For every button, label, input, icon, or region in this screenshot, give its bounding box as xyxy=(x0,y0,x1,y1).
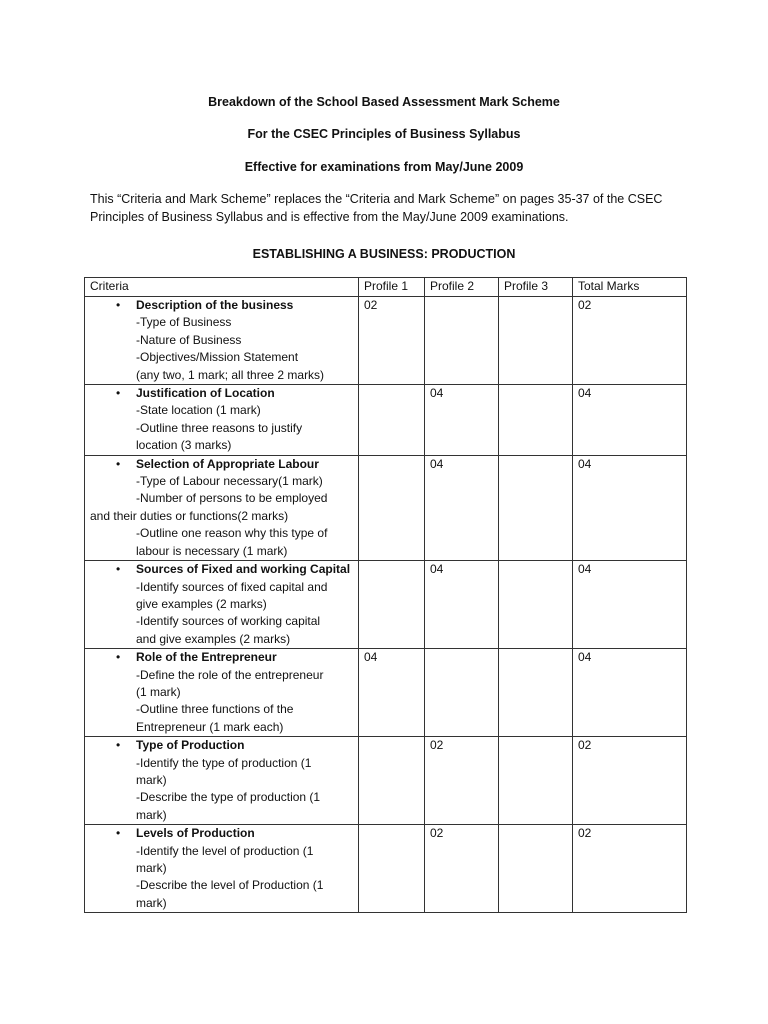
criteria-title: Selection of Appropriate Labour xyxy=(136,456,319,471)
header-criteria: Criteria xyxy=(85,278,359,297)
header-profile-3: Profile 3 xyxy=(499,278,573,297)
total-marks-cell: 02 xyxy=(573,297,687,385)
table-row xyxy=(85,297,687,385)
profile-1-cell xyxy=(359,825,425,913)
criteria-line: -Number of persons to be employed xyxy=(136,491,328,506)
criteria-cell xyxy=(85,561,359,649)
criteria-title: Levels of Production xyxy=(136,826,255,841)
table-row xyxy=(85,385,687,456)
profile-1-cell: 04 xyxy=(359,649,425,737)
total-marks-cell: 02 xyxy=(573,737,687,825)
criteria-line: mark) xyxy=(136,807,167,822)
criteria-line: -Type of Labour necessary(1 mark) xyxy=(136,474,323,489)
total-marks-cell: 04 xyxy=(573,385,687,456)
criteria-cell xyxy=(85,385,359,456)
profile-2-cell xyxy=(425,649,499,737)
profile-2-cell: 04 xyxy=(425,385,499,456)
criteria-line: (1 mark) xyxy=(136,684,181,699)
criteria-cell xyxy=(85,825,359,913)
profile-3-cell xyxy=(499,561,573,649)
criteria-line: Entrepreneur (1 mark each) xyxy=(136,719,284,734)
criteria-title: Role of the Entrepreneur xyxy=(136,650,277,665)
header-profile-2: Profile 2 xyxy=(425,278,499,297)
total-marks-cell: 04 xyxy=(573,455,687,560)
profile-3-cell xyxy=(499,737,573,825)
criteria-line: -Nature of Business xyxy=(136,332,242,347)
bullet-icon: • xyxy=(116,826,121,841)
table-row xyxy=(85,649,687,737)
criteria-line: -Outline three reasons to justify xyxy=(136,420,303,435)
bullet-icon: • xyxy=(116,456,121,471)
table-header-row xyxy=(85,278,687,297)
document-effective-date: Effective for examinations from May/June 2009 xyxy=(244,160,524,174)
profile-3-cell xyxy=(499,297,573,385)
table-row xyxy=(85,561,687,649)
table-row xyxy=(85,455,687,560)
criteria-line: mark) xyxy=(136,895,167,910)
criteria-line: -Identify sources of fixed capital and xyxy=(136,579,328,594)
document-title: Breakdown of the School Based Assessment Mark Scheme xyxy=(208,95,560,109)
criteria-title: Sources of Fixed and working Capital xyxy=(136,562,351,577)
total-marks-cell: 02 xyxy=(573,825,687,913)
criteria-line: -Objectives/Mission Statement xyxy=(136,350,299,365)
criteria-line: (any two, 1 mark; all three 2 marks) xyxy=(136,367,325,382)
criteria-cell xyxy=(85,737,359,825)
profile-2-cell: 04 xyxy=(425,455,499,560)
criteria-line: -Outline three functions of the xyxy=(136,702,294,717)
criteria-line: -Identify sources of working capital xyxy=(136,614,321,629)
criteria-title: Description of the business xyxy=(136,298,294,312)
criteria-cell xyxy=(85,455,359,560)
profile-3-cell xyxy=(499,455,573,560)
total-marks-cell: 04 xyxy=(573,561,687,649)
profile-2-cell: 04 xyxy=(425,561,499,649)
bullet-icon: • xyxy=(116,562,121,577)
criteria-line: mark) xyxy=(136,772,167,787)
criteria-line: and give examples (2 marks) xyxy=(136,631,291,646)
profile-2-cell xyxy=(425,297,499,385)
document-subtitle: For the CSEC Principles of Business Syllabus xyxy=(247,127,521,141)
criteria-line: -Define the role of the entrepreneur xyxy=(136,667,324,682)
criteria-title: Type of Production xyxy=(136,738,245,753)
profile-3-cell xyxy=(499,825,573,913)
criteria-cell xyxy=(85,297,359,385)
bullet-icon: • xyxy=(116,650,121,665)
profile-1-cell xyxy=(359,455,425,560)
profile-1-cell xyxy=(359,385,425,456)
table-row xyxy=(85,825,687,913)
criteria-cell xyxy=(85,649,359,737)
section-heading: ESTABLISHING A BUSINESS: PRODUCTION xyxy=(252,247,516,261)
profile-3-cell xyxy=(499,385,573,456)
bullet-icon: • xyxy=(116,738,121,753)
profile-1-cell xyxy=(359,737,425,825)
criteria-line: -Type of Business xyxy=(136,315,232,330)
mark-scheme-table xyxy=(84,277,687,913)
total-marks-cell: 04 xyxy=(573,649,687,737)
criteria-line: give examples (2 marks) xyxy=(136,596,267,611)
criteria-line: and their duties or functions(2 marks) xyxy=(90,508,289,523)
criteria-line: -Identify the type of production (1 xyxy=(136,755,312,770)
table-row xyxy=(85,737,687,825)
criteria-line: labour is necessary (1 mark) xyxy=(136,543,288,558)
bullet-icon: • xyxy=(116,386,121,401)
bullet-icon: • xyxy=(116,298,121,312)
criteria-line: mark) xyxy=(136,861,167,875)
criteria-line: -State location (1 mark) xyxy=(136,403,261,418)
criteria-line: -Identify the level of production (1 xyxy=(136,843,314,858)
profile-1-cell xyxy=(359,561,425,649)
profile-2-cell: 02 xyxy=(425,825,499,913)
profile-2-cell: 02 xyxy=(425,737,499,825)
header-total-marks: Total Marks xyxy=(573,278,687,297)
criteria-title: Justification of Location xyxy=(136,386,275,401)
intro-paragraph: This “Criteria and Mark Scheme” replaces the “Criteria and Mark Scheme” on pages 35-37 of the CSEC Principles of Business Syllabus and is effective from the May/June 2009 examinations. xyxy=(90,192,663,224)
profile-1-cell: 02 xyxy=(359,297,425,385)
profile-3-cell xyxy=(499,649,573,737)
criteria-line: location (3 marks) xyxy=(136,438,232,453)
criteria-line: -Describe the type of production (1 xyxy=(136,790,321,805)
criteria-line: -Describe the level of Production (1 xyxy=(136,878,324,893)
criteria-line: -Outline one reason why this type of xyxy=(136,526,328,541)
header-profile-1: Profile 1 xyxy=(359,278,425,297)
